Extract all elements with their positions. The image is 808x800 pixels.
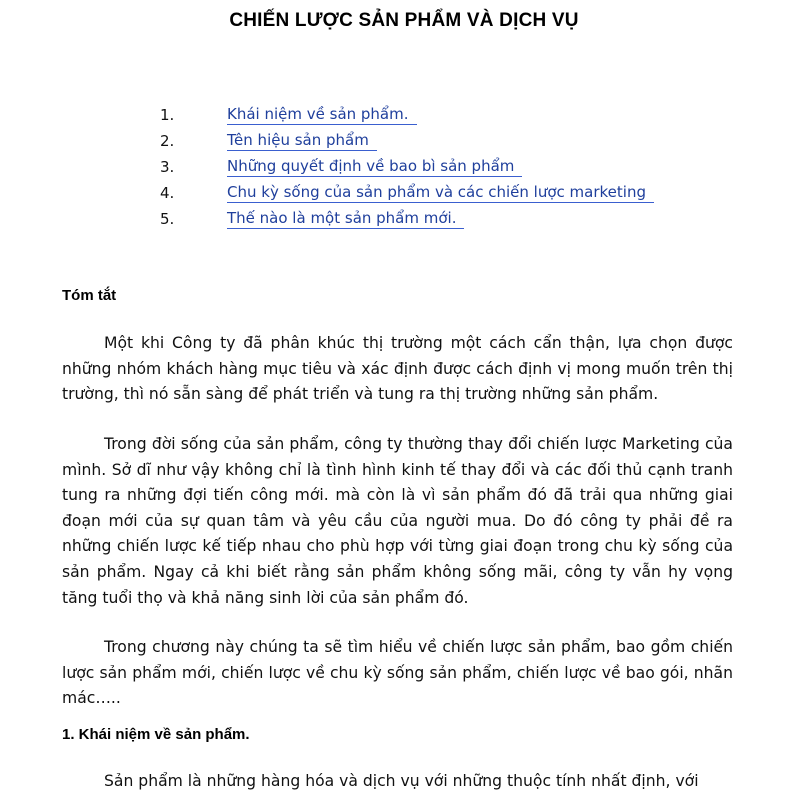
toc-item: [160, 128, 654, 154]
toc-item-number: 3.: [160, 158, 175, 176]
toc-link-brand-name[interactable]: Tên hiệu sản phẩm: [227, 131, 377, 151]
toc-item: [160, 206, 654, 232]
section-1-heading: 1. Khái niệm về sản phẩm.: [62, 726, 250, 743]
summary-paragraph-3: Trong chương này chúng ta sẽ tìm hiểu về chiến lược sản phẩm, bao gồm chiến lược sản phẩm mới, chiến lược về chu kỳ sống sản phẩm, chiến lược về bao gói, nhãn mác…..: [62, 638, 733, 708]
toc-link-new-product[interactable]: Thế nào là một sản phẩm mới.: [227, 209, 464, 229]
summary-heading: Tóm tắt: [62, 287, 117, 304]
toc-item: [160, 102, 654, 128]
toc-link-product-concept[interactable]: Khái niệm về sản phẩm.: [227, 105, 417, 125]
toc-item-number: 5.: [160, 210, 175, 228]
toc-item: [160, 180, 654, 206]
summary-paragraph-1: Một khi Công ty đã phân khúc thị trường một cách cẩn thận, lựa chọn được những nhóm khách hàng mục tiêu và xác định được cách định vị mong muốn trên thị trường, thì nó sẵn sàng để phát triển và tung ra thị trường những sản phẩm.: [62, 334, 733, 404]
toc-link-packaging-decisions[interactable]: Những quyết định về bao bì sản phẩm: [227, 157, 522, 177]
section-1-paragraph: Sản phẩm là những hàng hóa và dịch vụ với những thuộc tính nhất định, với: [104, 772, 699, 790]
summary-paragraph-2: Trong đời sống của sản phẩm, công ty thường thay đổi chiến lược Marketing của mình. Sở dĩ như vậy không chỉ là tình hình kinh tế thay đổi và các đối thủ cạnh tranh tung ra những đợi tiến công mới. mà còn là vì sản phẩm đó đã trải qua những giai đoạn mới của sự quan tâm và yêu cầu của người mua. Do đó công ty phải đề ra những chiến lược kế tiếp nhau cho phù hợp với từng giai đoạn trong chu kỳ sống của sản phẩm. Ngay cả khi biết rằng sản phẩm không sống mãi, công ty vẫn hy vọng tăng tuổi thọ và khả năng sinh lời của sản phẩm đó.: [62, 435, 733, 607]
toc-item: [160, 154, 654, 180]
toc-item-number: 1.: [160, 106, 175, 124]
toc-item-number: 4.: [160, 184, 175, 202]
toc-link-product-life-cycle[interactable]: Chu kỳ sống của sản phẩm và các chiến lược marketing: [227, 183, 654, 203]
table-of-contents: [160, 102, 654, 232]
page-title: CHIẾN LƯỢC SẢN PHẨM VÀ DỊCH VỤ: [229, 10, 579, 31]
toc-item-number: 2.: [160, 132, 175, 150]
